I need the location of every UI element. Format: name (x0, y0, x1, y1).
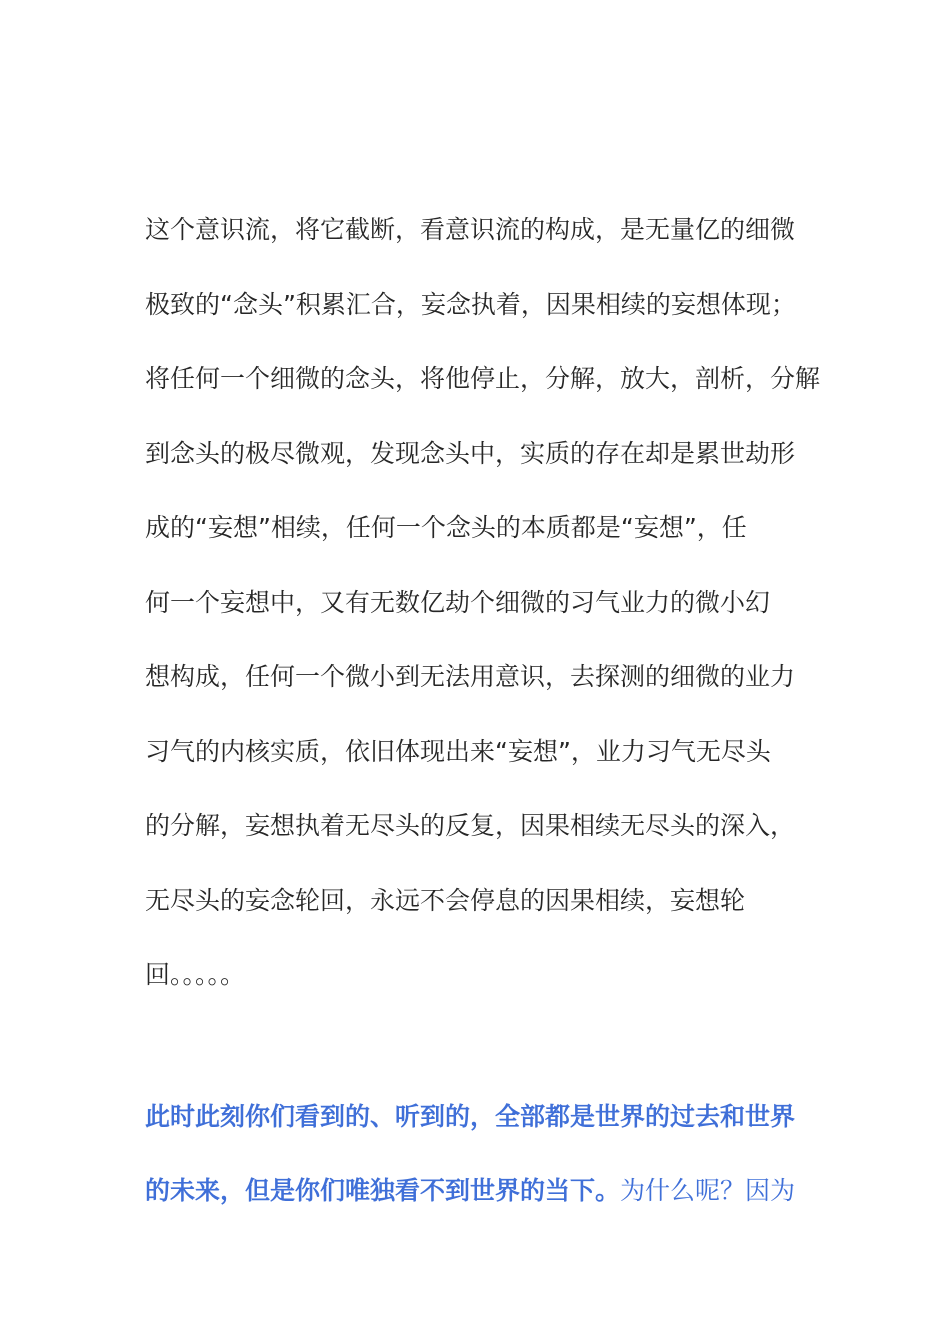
paragraph-line: 到念头的极尽微观，发现念头中，实质的存在却是累世劫形 (145, 438, 796, 468)
document-body (145, 193, 835, 1229)
paragraph-line: 成的“妄想”相续，任何一个念头的本质都是“妄想”，任 (145, 513, 747, 542)
paragraph-world-present (145, 1080, 835, 1229)
paragraph-consciousness-stream (145, 193, 835, 1013)
highlighted-line: 此时此刻你们看到的、听到的，全部都是世界的过去和世界 (145, 1101, 796, 1131)
paragraph-line: 回。。。。。 (145, 960, 246, 989)
paragraph-line: 的分解，妄想执着无尽头的反复，因果相续无尽头的深入， (145, 811, 796, 840)
paragraph-line: 习气的内核实质，依旧体现出来“妄想”，业力习气无尽头 (145, 736, 771, 766)
paragraph-line: 极致的“念头”积累汇合，妄念执着，因果相续的妄想体现； (145, 289, 796, 319)
paragraph-line: 何一个妄想中，又有无数亿劫个细微的习气业力的微小幻 (145, 587, 771, 617)
paragraph-line: 将任何一个细微的念头，将他停止，分解，放大，剖析，分解 (145, 364, 821, 393)
paragraph-line: 无尽头的妄念轮回，永远不会停息的因果相续，妄想轮 (145, 885, 746, 915)
paragraph-line: 想构成，任何一个微小到无法用意识，去探测的细微的业力 (145, 662, 796, 691)
highlighted-line-mixed (145, 1154, 835, 1229)
paragraph-spacer (145, 1013, 835, 1080)
highlighted-bold-text: 的未来，但是你们唯独看不到世界的当下。 (145, 1176, 621, 1205)
paragraph-line: 这个意识流，将它截断，看意识流的构成，是无量亿的细微 (145, 215, 796, 244)
highlighted-plain-text: 为什么呢？因为 (620, 1176, 796, 1205)
